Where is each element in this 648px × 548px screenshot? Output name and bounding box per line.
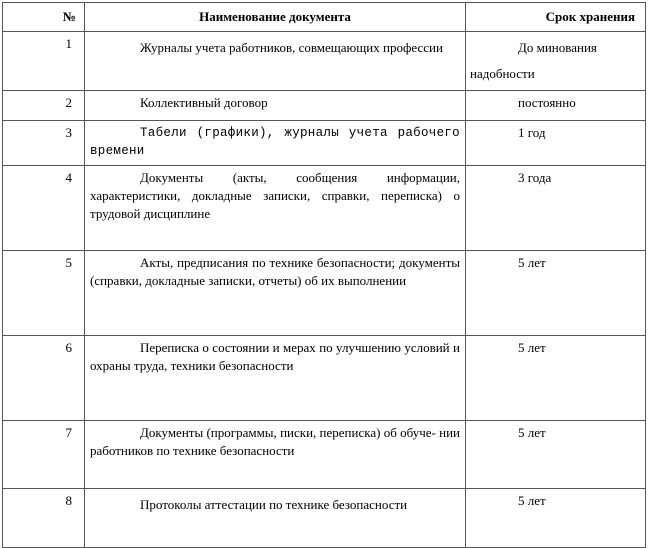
row-number: 6 xyxy=(3,336,85,421)
header-document-name: Наименование документа xyxy=(85,3,466,32)
row-document-name xyxy=(85,166,466,251)
row-document-name xyxy=(85,251,466,336)
table-header-row xyxy=(3,3,646,32)
header-number: № xyxy=(3,3,85,32)
table-row xyxy=(3,421,646,489)
row-number: 5 xyxy=(3,251,85,336)
row-retention-period: 3 года xyxy=(466,166,646,251)
row-document-name xyxy=(85,489,466,548)
row-document-name-text: Коллективный договор xyxy=(140,95,268,110)
document-retention-table xyxy=(2,2,646,548)
table-row xyxy=(3,91,646,121)
row-document-name-text: Журналы учета работников, совмещающих профессии xyxy=(140,40,443,55)
table-row xyxy=(3,32,646,91)
header-retention-period: Срок хранения xyxy=(466,3,646,32)
row-number: 2 xyxy=(3,91,85,121)
row-number: 7 xyxy=(3,421,85,489)
row-document-name xyxy=(85,421,466,489)
row-document-name-text: Акты, предписания по технике безопасности; документы (справки, докладные записки, отчеты) об их выполнении xyxy=(90,255,460,288)
row-retention-period: 5 лет xyxy=(466,251,646,336)
row-retention-period: 5 лет xyxy=(466,489,646,548)
row-document-name-text: Переписка о состоянии и мерах по улучшению условий и охраны труда, техники безопасности xyxy=(90,340,460,373)
row-document-name-text: Протоколы аттестации по технике безопасности xyxy=(140,497,408,512)
row-retention-period: До минования надобности xyxy=(466,32,646,91)
table-row xyxy=(3,336,646,421)
row-document-name-text: Документы (акты, сообщения информации, характеристики, докладные записки, справки, переписка) о трудовой дисциплине xyxy=(90,170,460,221)
row-number: 8 xyxy=(3,489,85,548)
row-retention-period: постоянно xyxy=(466,91,646,121)
row-document-name-text: Документы (программы, писки, переписка) об обуче- нии работников по технике безопасности xyxy=(90,425,460,458)
row-retention-period: 5 лет xyxy=(466,336,646,421)
table-row xyxy=(3,166,646,251)
row-number: 3 xyxy=(3,121,85,166)
row-document-name xyxy=(85,336,466,421)
table-row xyxy=(3,489,646,548)
row-document-name xyxy=(85,32,466,91)
table-row xyxy=(3,121,646,166)
row-retention-period: 1 год xyxy=(466,121,646,166)
row-number: 1 xyxy=(3,32,85,91)
row-document-name xyxy=(85,121,466,166)
row-document-name-text: Табели (графики), журналы учета рабочего времени xyxy=(90,126,460,158)
row-number: 4 xyxy=(3,166,85,251)
row-document-name xyxy=(85,91,466,121)
row-retention-period: 5 лет xyxy=(466,421,646,489)
table-row xyxy=(3,251,646,336)
